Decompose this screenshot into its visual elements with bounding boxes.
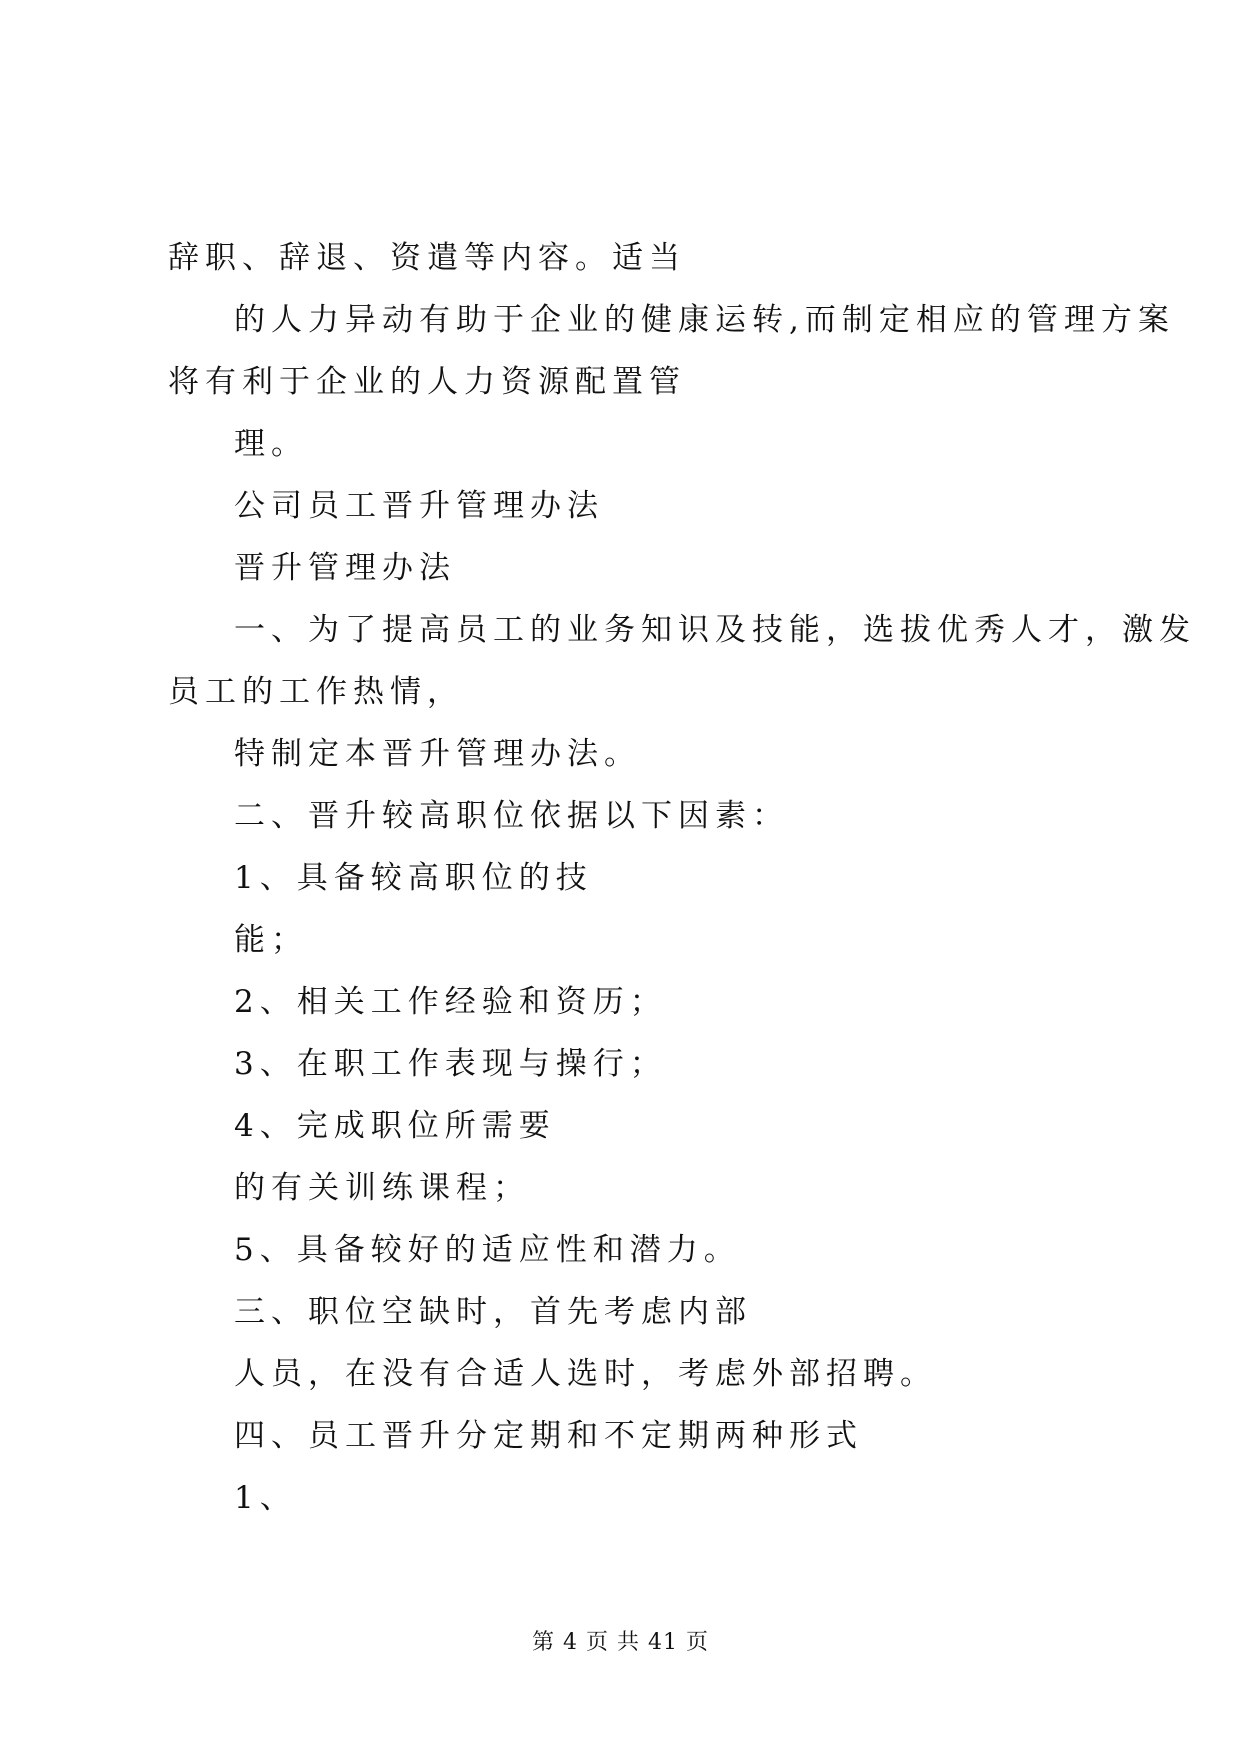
body-line: 理。 bbox=[234, 426, 308, 462]
body-line: 二、晋升较高职位依据以下因素： bbox=[234, 798, 789, 834]
section-heading: 公司员工晋升管理办法 bbox=[234, 488, 604, 524]
list-item: 1、具备较高职位的技 bbox=[234, 860, 593, 896]
list-item: 4、完成职位所需要 bbox=[234, 1108, 556, 1144]
list-item: 2、相关工作经验和资历； bbox=[234, 984, 667, 1020]
body-line: 的人力异动有助于企业的健康运转,而制定相应的管理方案 bbox=[234, 302, 1175, 338]
body-line: 辞职、辞退、资遣等内容。适当 bbox=[168, 240, 686, 276]
body-line: 一、为了提高员工的业务知识及技能，选拔优秀人才，激发 bbox=[234, 612, 1196, 648]
body-line: 员工的工作热情， bbox=[168, 674, 464, 710]
body-line: 人员，在没有合适人选时，考虑外部招聘。 bbox=[234, 1356, 937, 1392]
list-item: 的有关训练课程； bbox=[234, 1170, 530, 1206]
list-item: 1、 bbox=[234, 1480, 297, 1516]
list-item: 3、在职工作表现与操行； bbox=[234, 1046, 667, 1082]
section-heading: 晋升管理办法 bbox=[234, 550, 456, 586]
page-number-footer: 第 4 页 共 41 页 bbox=[532, 1630, 709, 1655]
body-line: 三、职位空缺时，首先考虑内部 bbox=[234, 1294, 752, 1330]
list-item: 能； bbox=[234, 922, 308, 958]
body-line: 特制定本晋升管理办法。 bbox=[234, 736, 641, 772]
body-line: 将有利于企业的人力资源配置管 bbox=[168, 364, 686, 400]
body-line: 四、员工晋升分定期和不定期两种形式 bbox=[234, 1418, 863, 1454]
list-item: 5、具备较好的适应性和潜力。 bbox=[234, 1232, 741, 1268]
